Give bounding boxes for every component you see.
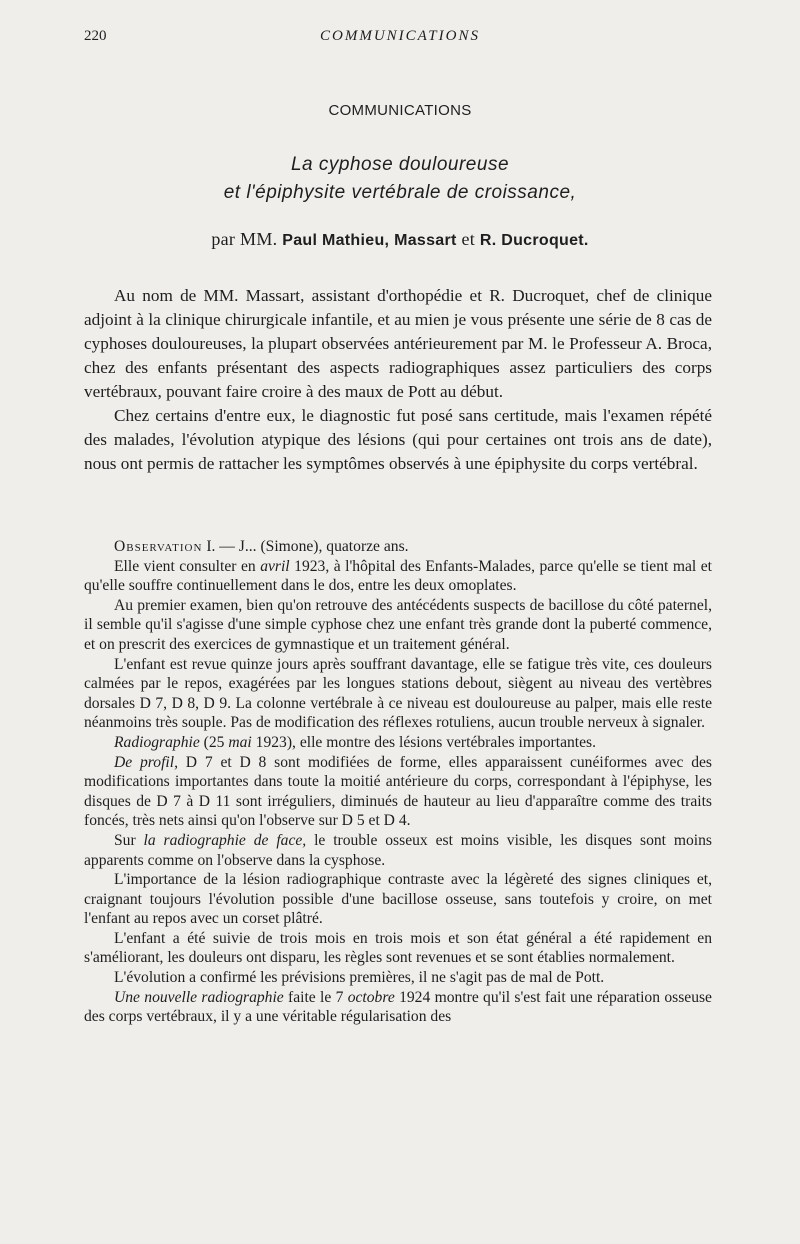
- text-run: le trouble osseux est moins visible, les disques sont moins apparents comme on l'observe dans la cysphose.: [84, 831, 712, 869]
- observation-heading: [84, 537, 712, 557]
- article-title-line-2: et l'épiphysite vertébrale de croissance,: [223, 182, 577, 203]
- italic-date: avril: [260, 557, 290, 575]
- observation-paragraph-5: [84, 753, 712, 831]
- text-run: 1923), elle montre des lésions vertébrales importantes.: [251, 733, 597, 751]
- intro-paragraph-1: Au nom de MM. Massart, assistant d'orthopédie et R. Ducroquet, chef de clinique adjoint à la clinique chirurgicale infantile, et au mien je vous présente une série de 8 cas de cyphoses douloureuses, la plupart observées antérieurement par M. le Professeur A. Broca, chez des enfants présentant des aspects radiographiques assez particuliers des corps vertébraux, pouvant faire croire à des maux de Pott au début.: [84, 286, 712, 401]
- article-title-line-1: La cyphose douloureuse: [290, 154, 510, 175]
- author-paul-mathieu: Paul Mathieu,: [282, 232, 390, 249]
- italic-face: la radiographie de face,: [143, 831, 307, 849]
- author-line: [84, 229, 716, 250]
- observation-paragraph-4: [84, 733, 712, 753]
- running-title: COMMUNICATIONS: [320, 28, 480, 44]
- observation-paragraph-8: L'enfant a été suivie de trois mois en trois mois et son état général a été rapidement en s'améliorant, les douleurs ont disparu, les règles sont revenues et se sont établies normalement.: [84, 929, 712, 967]
- observation-paragraph-3: L'enfant est revue quinze jours après souffrant davantage, elle se fatigue très vite, ces douleurs calmées par le repos, exagérées par les longues stations debout, siègent au niveau des vertèbres dorsales D 7, D 8, D 9. La colonne vertébrale à ce niveau est douloureuse au palper, mais elle reste néanmoins très souple. Pas de modification des réflexes rotuliens, aucun trouble nerveux à signaler.: [84, 655, 712, 732]
- author-ducroquet: R. Ducroquet.: [479, 232, 589, 249]
- text-run: Elle vient consulter en: [114, 557, 261, 575]
- text-run: D 7 et D 8 sont modifiées de forme, elles apparaissent cunéiformes avec des modifications importantes dans toute la moitié antérieure du corps, correspondant à l'épiphyse, les disques de D 7 à D 11 sont irréguliers, diminués de hauteur au lieu d'apparaître comme des traits foncés, très nets ainsi qu'on l'observe sur D 5 et D 4.: [84, 753, 712, 830]
- article-title: [84, 151, 716, 207]
- section-heading: COMMUNICATIONS: [328, 102, 472, 119]
- observation-heading-text: I. — J... (Simone), quatorze ans.: [202, 538, 409, 555]
- observation-paragraph-6: [84, 831, 712, 870]
- page-number: 220: [84, 28, 107, 44]
- intro-text: [84, 284, 712, 476]
- running-header: [84, 28, 716, 50]
- italic-date: octobre: [347, 988, 395, 1006]
- text-run: faite le 7: [283, 988, 348, 1006]
- observation-label: Observation: [114, 538, 203, 555]
- observation-paragraph-2: Au premier examen, bien qu'on retrouve des antécédents suspects de bacillose du côté paternel, il semble qu'il s'agisse d'une simple cyphose chez une enfant très grande dont la puberté commence, et on prescrit des exercices de gymnastique et un traitement général.: [84, 596, 712, 653]
- observation-paragraph-10: [84, 988, 712, 1027]
- author-prefix: par MM.: [211, 229, 278, 249]
- author-separator: et: [461, 229, 476, 249]
- observation-paragraph-7: L'importance de la lésion radiographique contraste avec la légèreté des signes cliniques et, craignant toujours l'évolution possible d'une bacillose osseuse, sans toutefois y croire, on met l'enfant au repos avec un corset plâtré.: [84, 871, 712, 928]
- intro-paragraph-2: Chez certains d'entre eux, le diagnostic fut posé sans certitude, mais l'examen répété des malades, l'évolution atypique des lésions (qui pour certaines ont trois ans de date), nous ont permis de rattacher les symptômes observés à une épiphysite du corps vertébral.: [84, 406, 712, 473]
- italic-radiographie: Radiographie: [114, 733, 200, 751]
- text-run: 1923, à l'hôpital des Enfants-Malades, parce qu'elle se tient mal et qu'elle souffre continuellement dans le dos, entre les deux omoplates.: [84, 557, 712, 595]
- italic-nouvelle-radiographie: Une nouvelle radiographie: [114, 988, 284, 1006]
- observation-paragraph-1: [84, 557, 712, 596]
- observation-section: [84, 537, 712, 1027]
- text-run: Sur: [114, 831, 144, 849]
- observation-paragraph-9: L'évolution a confirmé les prévisions premières, il ne s'agit pas de mal de Pott.: [114, 969, 605, 987]
- italic-date: mai: [228, 733, 252, 751]
- italic-profil: De profil,: [114, 753, 178, 771]
- text-run: 1924 montre qu'il s'est fait une réparation osseuse des corps vertébraux, il y a une véritable régularisation des: [84, 988, 712, 1026]
- author-massart: Massart: [394, 232, 457, 249]
- text-run: (25: [199, 733, 229, 751]
